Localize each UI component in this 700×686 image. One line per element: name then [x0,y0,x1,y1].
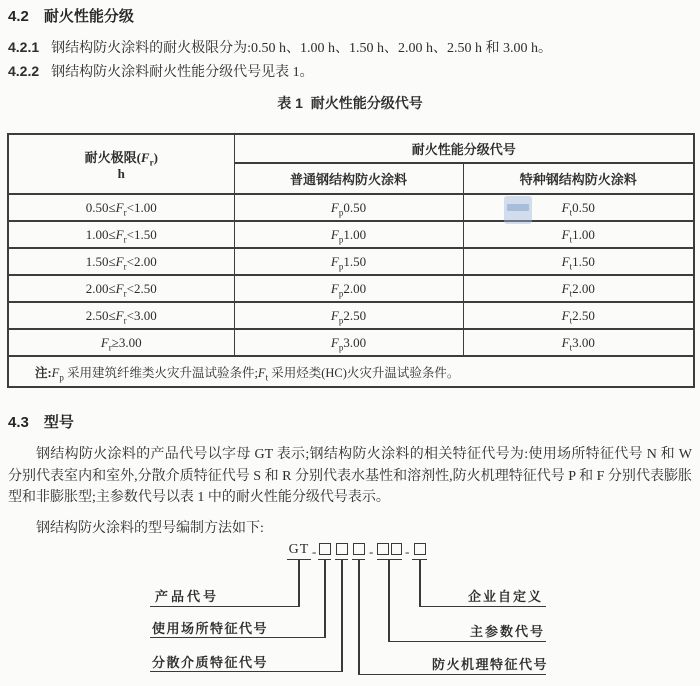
connector-line [341,560,343,672]
table-cell-ordinary: $F_p2.50$ [234,302,463,329]
section-number: 4.3 [8,414,29,431]
section-title: 耐火性能分级 [43,8,134,25]
connector-line [388,641,546,643]
diagram-box-enterprise [412,543,427,560]
connector-line [358,674,546,676]
header-ordinary-coating: 普通钢结构防火涂料 [234,163,463,194]
table-cell-range: $2.50\le F_r<3.00$ [8,302,234,329]
table-cell-range: $0.50\le F_r<1.00$ [8,194,234,221]
table-caption: 表 1 耐火性能分级代号 [277,95,423,111]
diagram-box-param-pair [377,543,402,560]
table-row [8,248,694,275]
table-body [8,194,694,356]
table-cell-ordinary: $F_p3.00$ [234,329,463,356]
table-cell-special: $F_t0.50$ [463,194,694,221]
clause-4-2-2 [8,61,314,81]
table-row [8,329,694,356]
scan-watermark-detail [507,204,529,211]
connector-line [298,560,300,607]
code-box [414,543,426,555]
connector-line [324,560,326,638]
clause-number: 4.2.2 [8,63,40,79]
connector-line [419,606,546,608]
clause-text: 钢结构防火涂料的耐火极限分为:0.50 h、1.00 h、1.50 h、2.00 h、2.50 h 和 3.00 h。 [51,41,553,56]
header-special-coating: 特种钢结构防火涂料 [463,163,694,194]
table-cell-special: $F_t1.00$ [463,221,694,248]
code-box [336,543,348,555]
diagram-prefix-unit [287,543,311,560]
table-row [8,194,694,221]
label-medium-code: 分散介质特征代号 [152,655,269,670]
table-row [8,302,694,329]
clause-text: 钢结构防火涂料耐火性能分级代号见表 1。 [51,65,314,80]
code-box [377,543,389,555]
table-cell-ordinary: $F_p1.00$ [234,221,463,248]
product-prefix: GT [288,542,310,557]
table-cell-special: $F_t2.50$ [463,302,694,329]
table-cell-ordinary: $F_p0.50$ [234,194,463,221]
dash-separator: - [369,544,374,559]
fire-rating-table [7,133,695,388]
table-cell-range: $1.00\le F_r<1.50$ [8,221,234,248]
paragraph-4-3: 钢结构防火涂料的产品代号以字母 GT 表示;钢结构防火涂料的相关特征代号为:使用场所特征代号 N 和 W 分别代表室内和室外,分散介质特征代号 S 和 R 分别代表水基性和溶剂性,防火机理特征代号 P 和 F 分别代表膨胀型和非膨胀型;主参数代号以表 1 中的耐火性能分级代号表示。 [8,447,692,505]
table-cell-range: $F_r\ge 3.00$ [8,329,234,356]
label-mechanism-code: 防火机理特征代号 [432,657,549,672]
code-box [353,543,365,555]
label-param-code: 主参数代号 [470,624,546,639]
section-4-2-heading [8,5,134,26]
label-place-code: 使用场所特征代号 [152,621,269,636]
table-cell-special: $F_t2.00$ [463,275,694,302]
label-enterprise-code: 企业自定义 [468,589,544,604]
section-number: 4.2 [8,8,29,25]
dash-separator: - [312,544,317,559]
diagram-box-place [318,543,331,560]
header-group: 耐火性能分级代号 [234,134,694,163]
scan-watermark [504,196,532,224]
clause-number: 4.2.1 [8,39,40,55]
table-cell-special: $F_t1.50$ [463,248,694,275]
connector-line [150,606,300,608]
diagram-box-medium [335,543,348,560]
connector-line [388,560,390,642]
code-box [391,543,403,555]
clause-4-2-1 [8,37,552,57]
table-row [8,221,694,248]
label-product-code: 产品代号 [155,589,220,604]
diagram-box-mechanism [352,543,365,560]
model-intro-line: 钢结构防火涂料的型号编制方法如下: [36,521,264,536]
header-fire-limit [8,134,234,194]
connector-line [358,560,360,675]
table-cell-ordinary: $F_p1.50$ [234,248,463,275]
table-1 [7,133,695,388]
connector-line [419,560,421,607]
table-cell-range: $2.00\le F_r<2.50$ [8,275,234,302]
header-fire-limit-unit: h [117,165,125,181]
header-fire-limit-formula: 耐火极限$(F_r)$ [84,149,158,168]
section-4-3-heading [8,411,74,432]
table-cell-range: $1.50\le F_r<2.00$ [8,248,234,275]
table-row [8,275,694,302]
table-note: 注$:F_p$ 采用建筑纤维类火灾升温试验条件$;F_t$ 采用烃类(HC)火灾升温试验条件。 [8,356,694,387]
code-box [319,543,331,555]
table-cell-special: $F_t3.00$ [463,329,694,356]
section-title: 型号 [43,414,74,431]
dash-separator: - [405,544,410,559]
table-cell-ordinary: $F_p2.00$ [234,275,463,302]
